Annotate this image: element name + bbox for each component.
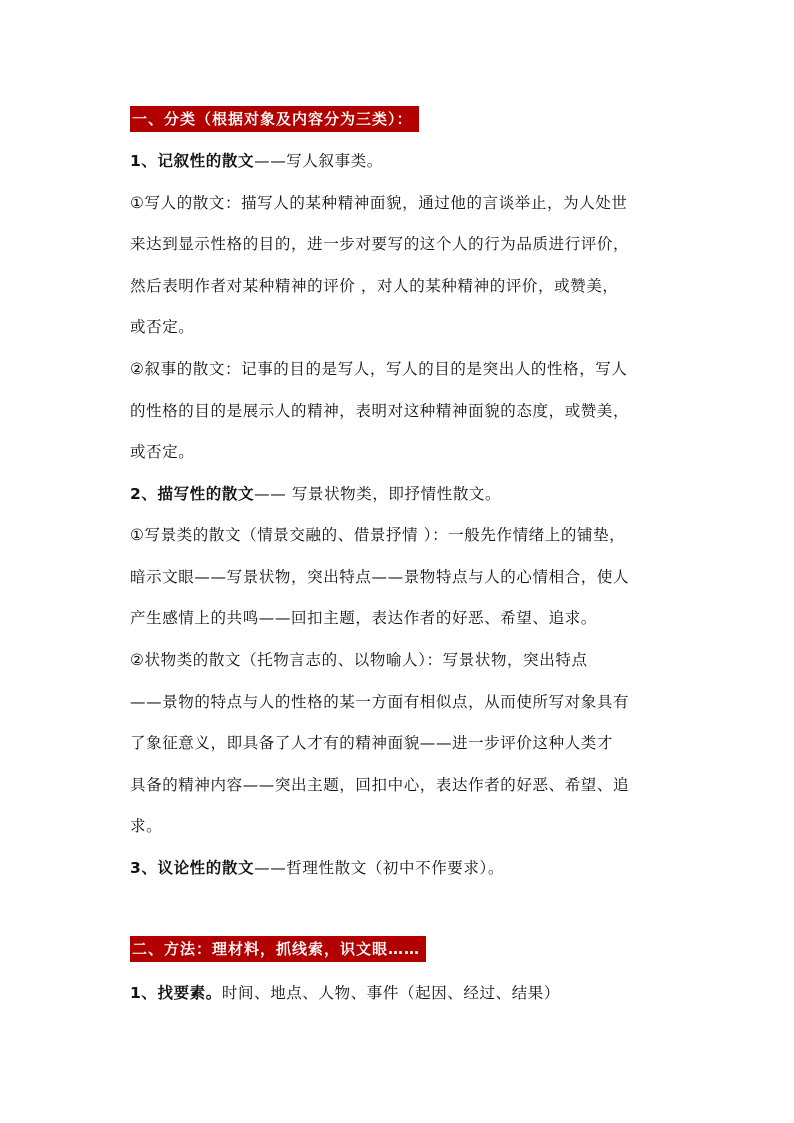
paragraph-line: 具备的精神内容——突出主题，回扣中心，表达作者的好恶、希望、追 (130, 776, 630, 794)
item-find-elements (130, 983, 560, 1003)
item-title: 1、找要素。 (130, 984, 222, 1002)
item-title: 1、记叙性的散文 (130, 152, 255, 170)
paragraph-line: 求。 (130, 817, 163, 835)
paragraph-line: 或否定。 (130, 443, 195, 461)
item-description: 时间、地点、人物、事件（起因、经过、结果） (221, 984, 560, 1002)
paragraph-line: 暗示文眼——写景状物，突出特点——景物特点与人的心情相合，使人 (130, 568, 630, 586)
paragraph-line: ①写人的散文：描写人的某种精神面貌，通过他的言谈举止，为人处世 (130, 194, 628, 212)
paragraph-line: 了象征意义，即具备了人才有的精神面貌——进一步评价这种人类才 (130, 734, 614, 752)
paragraph-line: ①写景类的散文（情景交融的、借景抒情 ）：一般先作情绪上的铺垫， (130, 526, 626, 544)
item-description: ——哲理性散文（初中不作要求）。 (254, 859, 504, 877)
paragraph-line: 或否定。 (130, 318, 195, 336)
paragraph-line: 来达到显示性格的目的，进一步对要写的这个人的行为品质进行评价， (130, 235, 630, 253)
paragraph-line: ②叙事的散文：记事的目的是写人，写人的目的是突出人的性格，写人 (130, 360, 628, 378)
item-description: ——写人叙事类。 (254, 152, 383, 170)
paragraph-line: 的性格的目的是展示人的精神，表明对这种精神面貌的态度，或赞美， (130, 402, 630, 420)
item-title: 3、议论性的散文 (130, 859, 255, 877)
section-heading-methods: 二、方法：理材料，抓线索，识文眼…… (130, 936, 426, 962)
paragraph-line: ——景物的特点与人的性格的某一方面有相似点，从而使所写对象具有 (130, 693, 630, 711)
item-argumentative-prose (130, 858, 504, 878)
item-descriptive-prose (130, 484, 501, 504)
paragraph-line: 产生感情上的共鸣——回扣主题，表达作者的好恶、希望、追求。 (130, 609, 597, 627)
section-heading-classification: 一、分类（根据对象及内容分为三类）： (130, 106, 419, 132)
paragraph-line: 然后表明作者对某种精神的评价 ，对人的某种精神的评价，或赞美， (130, 277, 619, 295)
item-title: 2、描写性的散文 (130, 485, 255, 503)
item-narrative-prose (130, 151, 383, 171)
paragraph-line: ②状物类的散文（托物言志的、以物喻人）：写景状物，突出特点 (130, 651, 588, 669)
item-description: —— 写景状物类，即抒情性散文。 (254, 485, 502, 503)
